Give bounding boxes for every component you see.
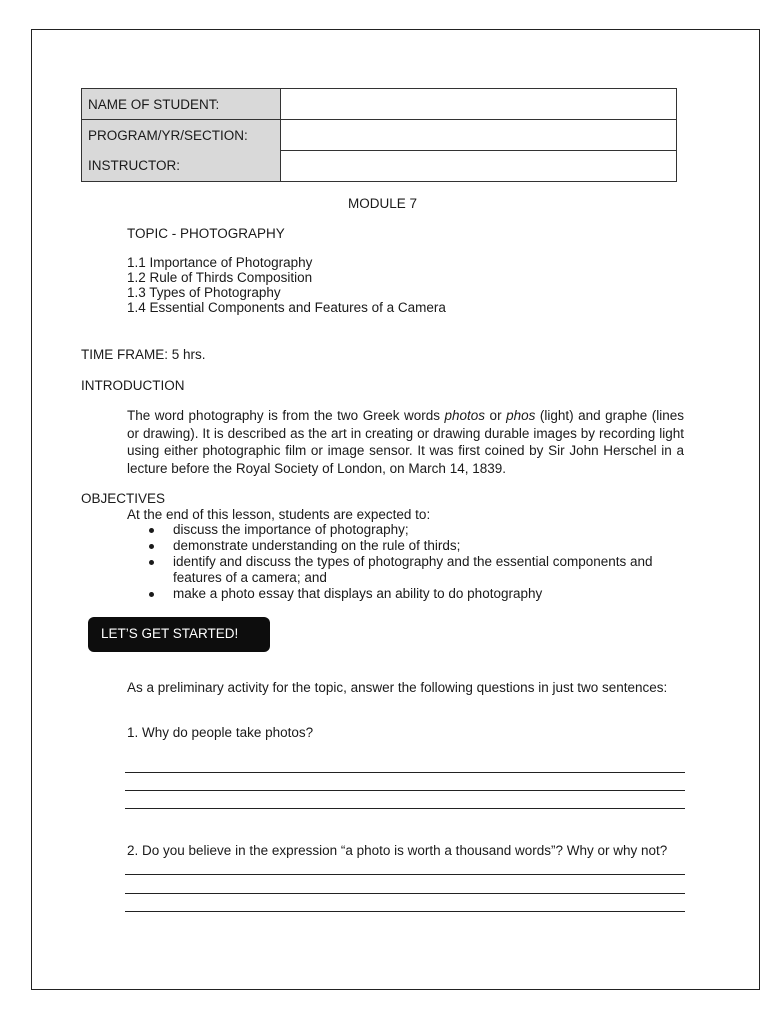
question-2: 2. Do you believe in the expression “a photo is worth a thousand words”? Why or why not? (127, 843, 668, 858)
subtopic-item: 1.2 Rule of Thirds Composition (127, 270, 313, 285)
answer-line[interactable] (125, 874, 685, 875)
intro-emphasis: photos (444, 408, 486, 423)
answer-line[interactable] (125, 808, 685, 809)
activity-intro: As a preliminary activity for the topic, answer the following questions in just two sentences: (127, 680, 668, 695)
student-info-table (81, 88, 677, 182)
objective-item (127, 538, 687, 554)
subtopic-list (127, 255, 446, 315)
time-frame-label: TIME FRAME: (81, 347, 168, 362)
answer-line[interactable] (125, 772, 685, 773)
lets-get-started-banner: LET’S GET STARTED! (88, 617, 270, 652)
bullet-icon (149, 544, 154, 549)
answer-line[interactable] (125, 790, 685, 791)
objective-item (127, 554, 687, 586)
name-of-student-field[interactable] (281, 89, 677, 120)
objectives-list (127, 522, 687, 602)
bullet-icon (149, 592, 154, 597)
program-label: PROGRAM/YR/SECTION: (82, 120, 281, 151)
subtopic-item: 1.1 Importance of Photography (127, 255, 313, 270)
objectives-intro: At the end of this lesson, students are expected to: (127, 507, 431, 522)
instructor-field[interactable] (281, 151, 677, 182)
introduction-paragraph (127, 407, 684, 477)
bullet-icon (149, 528, 154, 533)
objective-item (127, 522, 687, 538)
intro-text: (light) and graphe (lines or drawing). It is described as the art in creating or drawing durable images by recording light using either photographic film or image sensor. It was first coined by Sir John Herschel in a lecture before the Royal Society of London, on March 14, 1839. (127, 408, 684, 476)
subtopic-item: 1.4 Essential Components and Features of a Camera (127, 300, 446, 315)
program-field[interactable] (281, 120, 677, 151)
bullet-icon (149, 560, 154, 565)
intro-text: or (485, 408, 507, 423)
answer-line[interactable] (125, 893, 685, 894)
time-frame (81, 347, 206, 362)
time-frame-value: 5 hrs. (168, 347, 206, 362)
subtopic-item: 1.3 Types of Photography (127, 285, 281, 300)
objective-item (127, 586, 687, 602)
intro-emphasis: phos (506, 408, 536, 423)
objective-text: demonstrate understanding on the rule of thirds; (173, 538, 461, 553)
objective-text: identify and discuss the types of photography and the essential components and features of a camera; and (173, 554, 653, 585)
module-title: MODULE 7 (348, 196, 418, 211)
name-of-student-label: NAME OF STUDENT: (82, 89, 281, 120)
objective-text: make a photo essay that displays an ability to do photography (173, 586, 543, 601)
question-1: 1. Why do people take photos? (127, 725, 314, 740)
introduction-heading: INTRODUCTION (81, 378, 185, 393)
objectives-heading: OBJECTIVES (81, 491, 166, 506)
intro-text: The word photography is from the two Greek words (127, 408, 445, 423)
answer-line[interactable] (125, 911, 685, 912)
instructor-label: INSTRUCTOR: (82, 151, 281, 182)
topic-heading: TOPIC - PHOTOGRAPHY (127, 226, 285, 241)
objective-text: discuss the importance of photography; (173, 522, 409, 537)
